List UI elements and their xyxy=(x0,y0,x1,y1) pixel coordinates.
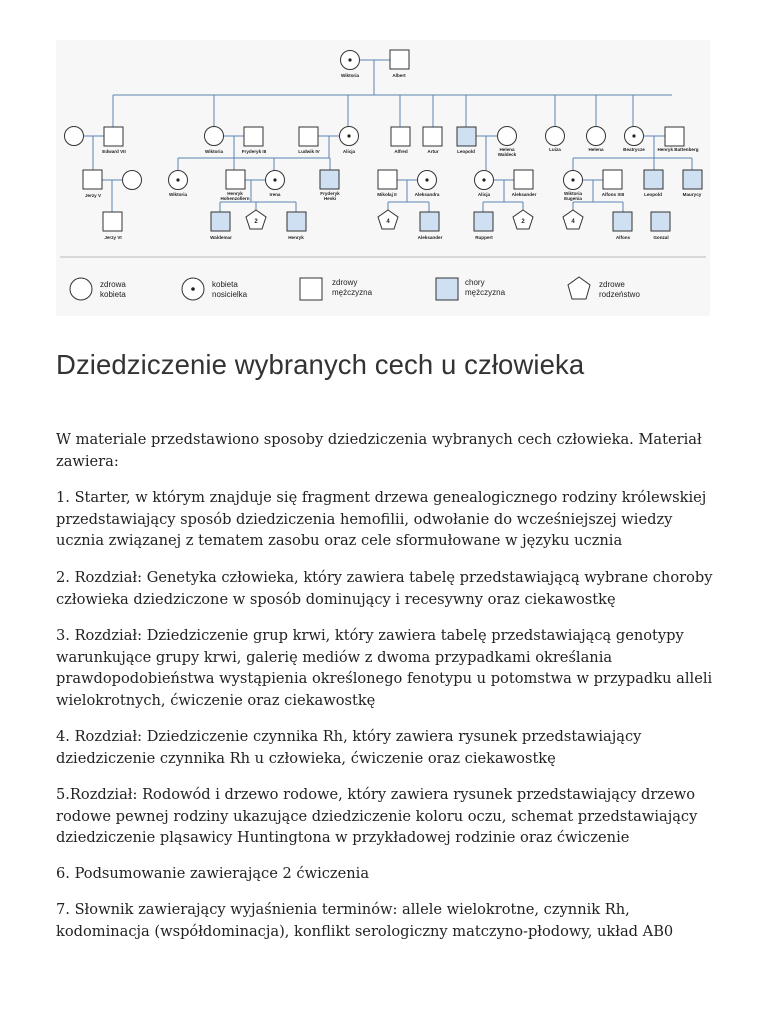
affected-male-symbol xyxy=(651,212,670,231)
person-label: Waldemar xyxy=(210,235,232,240)
person-label: Maurycy xyxy=(682,192,702,197)
legend-male-symbol xyxy=(300,278,322,300)
person-label: Edward VII xyxy=(102,149,126,154)
person-label: Eugenia xyxy=(564,196,582,201)
person-label: Waldeck xyxy=(497,152,517,157)
legend-label: nosicielka xyxy=(212,290,248,299)
person-label: Aleksandra xyxy=(414,192,440,197)
legend-label: chory xyxy=(465,278,485,287)
person-label: Mikołaj II xyxy=(377,192,397,197)
affected-male-symbol xyxy=(420,212,439,231)
content-item-6: 6. Podsumowanie zawierające 2 ćwiczenia xyxy=(56,865,370,882)
person-label: Hohenzollern xyxy=(220,196,250,201)
male-symbol xyxy=(665,127,684,146)
person-label: Jerzy V xyxy=(84,193,102,198)
female-symbol xyxy=(205,127,224,146)
page-title: Dziedziczenie wybranych cech u człowieka xyxy=(56,349,585,380)
person-label: Irena xyxy=(269,192,281,197)
legend-siblings-pentagon xyxy=(568,277,590,299)
affected-male-symbol xyxy=(211,212,230,231)
person-label: Artur xyxy=(427,149,439,154)
affected-male-symbol xyxy=(613,212,632,231)
person-label: Helena xyxy=(588,147,604,152)
person-label: Alfred xyxy=(394,149,408,154)
person-label: Heski xyxy=(323,196,337,201)
person-label: Henryk xyxy=(288,235,304,240)
person-label: Albert xyxy=(392,73,406,78)
content-item-1: 1. Starter, w którym znajduje się fragment drzewa genealogicznego rodziny królewskiej przedstawiający sposób dziedziczenia hemofilii, odwołanie do wcześniejszej wiedzy ucznia związanej z tematem zasobu oraz cele sformułowane w języku ucznia xyxy=(56,489,707,549)
legend-label: zdrowy xyxy=(332,278,358,287)
person-label: Wiktoria xyxy=(204,149,224,154)
person-label: Fryderyk xyxy=(320,191,340,196)
female-symbol xyxy=(546,127,565,146)
person-label: Leopold xyxy=(644,192,662,197)
legend-female-symbol xyxy=(70,278,92,300)
male-symbol xyxy=(299,127,318,146)
sibling-count: 4 xyxy=(571,219,575,225)
person-label: Aleksander xyxy=(417,235,443,240)
sibling-count: 4 xyxy=(386,219,390,225)
female-symbol xyxy=(123,171,142,190)
legend-label: rodzeństwo xyxy=(599,290,640,299)
person-label: Henryk xyxy=(227,191,243,196)
legend-label: mężczyzna xyxy=(332,288,373,297)
intro-paragraph: W materiale przedstawiono sposoby dziedziczenia wybranych cech człowieka. Materiał zawiera: xyxy=(56,431,702,470)
male-symbol xyxy=(603,170,622,189)
person-label: Wiktoria xyxy=(168,192,188,197)
affected-male-symbol xyxy=(644,170,663,189)
affected-male-symbol xyxy=(320,170,339,189)
person-label: Alfons XIII xyxy=(601,192,625,197)
person-label: Gonzal xyxy=(653,235,669,240)
content-item-5: 5.Rozdział: Rodowód i drzewo rodowe, który zawiera rysunek przedstawiający drzewo rodowe pewnej rodziny ukazujące dziedziczenie koloru oczu, schemat przedstawiający dziedziczenie pląsawicy Huntingtona w przykładowej rodzinie oraz ćwiczenie xyxy=(56,786,698,846)
person-label: Wiktoria xyxy=(340,73,360,78)
male-symbol xyxy=(103,212,122,231)
pedigree-figure xyxy=(56,40,710,316)
legend-affected-male-symbol xyxy=(436,278,458,300)
person-label: Beatrycze xyxy=(623,147,645,152)
female-symbol xyxy=(587,127,606,146)
male-symbol xyxy=(514,170,533,189)
person-label: Luiza xyxy=(549,147,561,152)
content-item-4: 4. Rozdział: Dziedziczenie czynnika Rh, który zawiera rysunek przedstawiający dziedziczenie czynnika Rh u człowieka, ćwiczenie oraz ciekawostkę xyxy=(56,728,642,767)
legend-label: zdrowe xyxy=(599,280,625,289)
affected-male-symbol xyxy=(474,212,493,231)
content-item-2: 2. Rozdział: Genetyka człowieka, który zawiera tabelę przedstawiającą wybrane choroby człowieka dziedziczone w sposób dominujący i recesywny oraz ciekawostkę xyxy=(56,569,713,608)
male-symbol xyxy=(391,127,410,146)
person-label: Wiktoria xyxy=(563,191,583,196)
person-label: Fryderyk III xyxy=(241,149,267,154)
person-label: Alfons xyxy=(615,235,631,240)
male-symbol xyxy=(423,127,442,146)
person-label: Alicja xyxy=(342,149,356,154)
male-symbol xyxy=(83,170,102,189)
person-label: Ruppert xyxy=(475,235,493,240)
male-symbol xyxy=(244,127,263,146)
person-label: Helena xyxy=(499,147,515,152)
legend-label: kobieta xyxy=(212,280,238,289)
person-label: Aleksander xyxy=(511,192,537,197)
female-symbol xyxy=(65,127,84,146)
content-item-7: 7. Słownik zawierający wyjaśnienia terminów: allele wielokrotne, czynnik Rh, kodominacja (współdominacja), konflikt serologiczny matczyno-płodowy, układ AB0 xyxy=(56,901,674,940)
affected-male-symbol xyxy=(287,212,306,231)
legend-label: zdrowa xyxy=(100,280,126,289)
male-symbol xyxy=(378,170,397,189)
sibling-count: 2 xyxy=(254,219,258,225)
pedigree-symbols xyxy=(65,50,703,300)
male-symbol xyxy=(104,127,123,146)
male-symbol xyxy=(226,170,245,189)
female-symbol xyxy=(498,127,517,146)
sibling-count: 2 xyxy=(521,219,525,225)
pedigree-chart xyxy=(56,40,710,316)
person-label: Henryk Battenberg xyxy=(657,147,699,152)
person-label: Leopold xyxy=(457,149,475,154)
person-label: Jerzy VI xyxy=(104,235,122,240)
content-item-3: 3. Rozdział: Dziedziczenie grup krwi, który zawiera tabelę przedstawiającą genotypy warunkujące grupy krwi, galerię mediów z dwoma przypadkami określania prawdopodobieństwa wystąpienia określonego fenotypu u potomstwa w przypadku alleli wielokrotnych, ćwiczenie oraz ciekawostkę xyxy=(56,627,713,709)
affected-male-symbol xyxy=(457,127,476,146)
legend-label: kobieta xyxy=(100,290,126,299)
person-label: Alicja xyxy=(477,192,491,197)
pedigree-legend xyxy=(100,278,640,299)
affected-male-symbol xyxy=(683,170,702,189)
legend-label: mężczyzna xyxy=(465,288,506,297)
male-symbol xyxy=(390,50,409,69)
person-label: Ludwik IV xyxy=(298,149,320,154)
